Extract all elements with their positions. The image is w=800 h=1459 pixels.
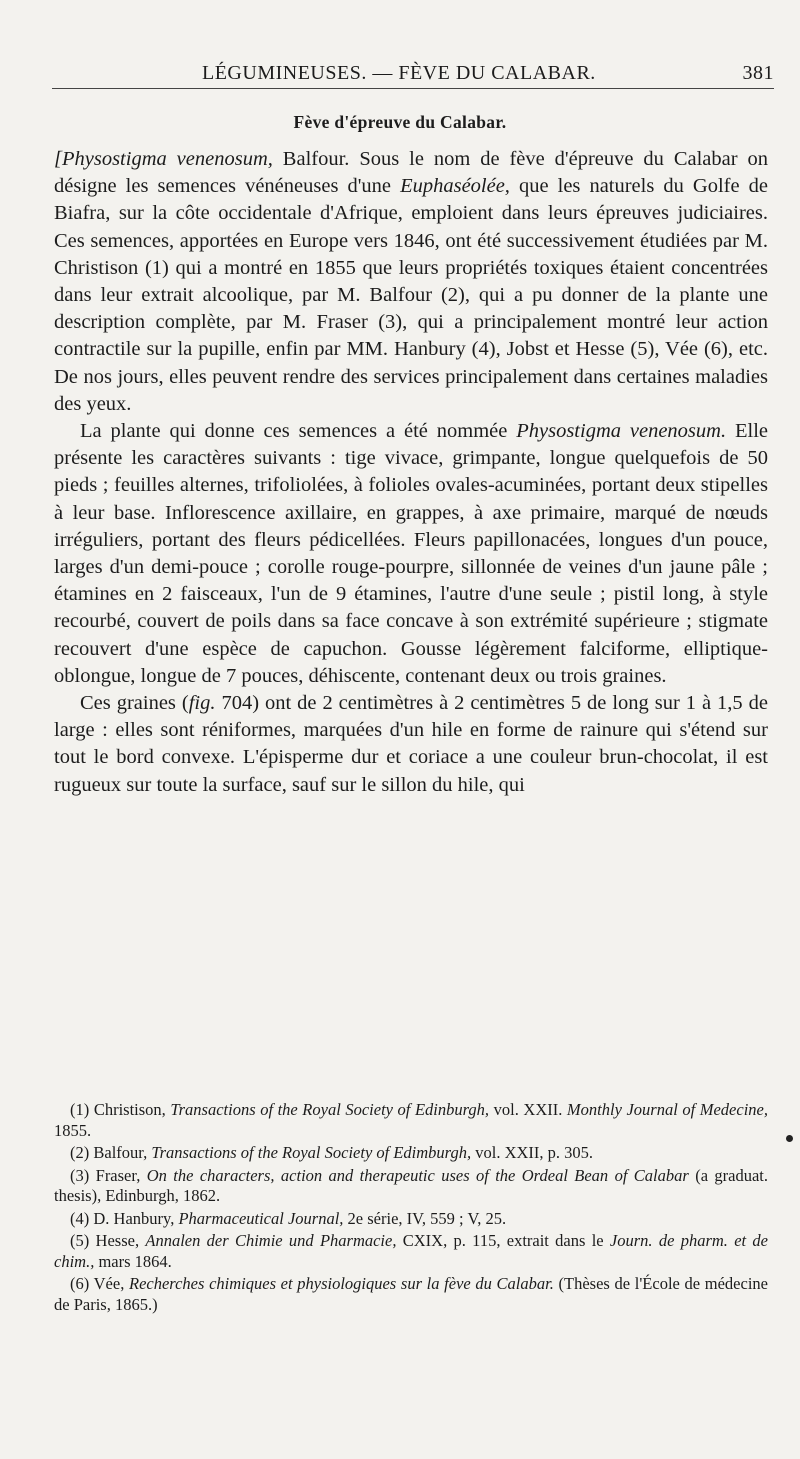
main-text — [54, 146, 768, 799]
paragraph — [54, 690, 768, 799]
footnote-text: (a graduat. thesis), Edinburgh, 1862. — [54, 1165, 769, 1205]
footnotes — [54, 1100, 768, 1317]
footnote-text: mars 1864. — [94, 1251, 172, 1271]
footnote — [54, 1274, 768, 1315]
paragraph-text: Elle présente les caractères suivants : tige vivace, grimpante, longue quelquefois de 50 pieds ; feuilles alternes, trifoliolées, à folioles ovales-acuminées, portant deux stipelles à leur base. Inflorescence axillaire, en grappes, à axe primaire, marqué de nœuds irréguliers, portant des fleurs pédicellées. Fleurs papillonacées, longues d'un pouce, larges d'un demi-pouce ; corolle rouge-pourpre, sillonnée de veines d'un jaune pâle ; étamines en 2 faisceaux, l'un de 9 étamines, l'autre d'une seule ; pistil long, à style recourbé, couvert de poils dans sa face concave à son extrémité supérieure ; stigmate recouvert d'une espèce de capuchon. Gousse légèrement falciforme, elliptique-oblongue, longue de 7 pouces, déhiscente, contenant deux ou trois graines. — [54, 420, 768, 687]
footnote-number: (1) — [70, 1100, 90, 1119]
footnote-text: 1855. — [54, 1120, 92, 1140]
paragraph-text: La plante qui donne ces semences a été nommée — [80, 420, 517, 443]
footnote-number: (4) — [70, 1208, 90, 1228]
footnote-number: (5) — [70, 1231, 90, 1250]
paragraph-text: Ces graines ( — [80, 692, 189, 715]
footnote-text: vol. XXII, p. 305. — [471, 1143, 594, 1162]
footnote-title: Pharmaceutical Journal, — [178, 1208, 344, 1228]
footnote — [54, 1231, 768, 1272]
footnote — [54, 1209, 768, 1230]
footnote-author: Balfour, — [93, 1143, 148, 1162]
paragraph — [54, 418, 768, 690]
section-title: Fève d'épreuve du Calabar. — [293, 112, 507, 132]
footnote-title: Transactions of the Royal Society of Edinburgh, — [170, 1100, 490, 1119]
italic-term: Physostigma venenosum. — [516, 420, 727, 443]
italic-term: Euphaséolée, — [400, 175, 510, 198]
page-number: 381 — [742, 62, 774, 84]
footnote — [54, 1143, 768, 1164]
footnote-author: D. Hanbury, — [93, 1208, 175, 1228]
italic-term: fig. — [188, 692, 216, 715]
footnote — [54, 1166, 768, 1207]
footnote-author: Hesse, — [95, 1231, 140, 1250]
footnote — [54, 1100, 768, 1141]
paragraph-text: 704) ont de 2 centimètres à 2 centimètres 5 de long sur 1 à 1,5 de large : elles sont réniformes, marquées d'un hile en forme de rainure qui s'étend sur tout le bord convexe. L'épisperme dur et coriace a une couleur brun-chocolat, il est rugueux sur toute la surface, sauf sur le sillon du hile, qui — [54, 692, 768, 796]
running-title: LÉGUMINEUSES. — FÈVE DU CALABAR. — [202, 62, 596, 84]
footnote-title: Transactions of the Royal Society of Edimburgh, — [151, 1143, 472, 1162]
footnote-author: Christison, — [93, 1100, 166, 1119]
paragraph-text: Balfour. Sous le nom de fève d'épreuve du Calabar on désigne les semences vénéneuses d'une — [54, 148, 768, 198]
footnote-text: CXIX, p. 115, extrait dans le — [396, 1231, 610, 1250]
italic-lead: [Physostigma venenosum, — [54, 148, 273, 170]
running-header — [52, 62, 774, 88]
footnote-author: Fraser, — [95, 1165, 141, 1185]
footnote-title: Annalen der Chimie und Pharmacie, — [145, 1231, 397, 1250]
footnote-title: Journ. de pharm. et de chim., — [54, 1231, 768, 1271]
footnote-text: vol. XXII. — [489, 1100, 567, 1119]
paragraph-text: que les naturels du Golfe de Biafra, sur la côte occidentale d'Afrique, emploient dans leurs épreuves judiciaires. Ces semences, apportées en Europe vers 1846, ont été successivement étudiées par M. Christison (1) qui a montré en 1855 que leurs propriétés toxiques étaient concentrées dans leur extrait alcoolique, par M. Balfour (2), qui a pu donner de la plante une description complète, par M. Fraser (3), qui a principalement montré leur action contractile sur la pupille, enfin par MM. Hanbury (4), Jobst et Hesse (5), Vée (6), etc. De nos jours, elles peuvent rendre des services principalement dans certaines maladies des yeux. — [54, 175, 768, 415]
footnote-title: Monthly Journal of Medecine, — [566, 1100, 768, 1119]
paragraph — [54, 146, 768, 418]
footnote-title: On the characters, action and therapeutic uses of the Ordeal Bean of Calabar — [146, 1165, 689, 1185]
footnote-title: Recherches chimiques et physiologiques sur la fève du Calabar. — [129, 1274, 554, 1293]
footnote-number: (3) — [70, 1165, 90, 1185]
footnote-author: Vée, — [93, 1274, 125, 1293]
footnote-number: (6) — [70, 1274, 90, 1293]
footnote-text: (Thèses de l'École de médecine de Paris, 1865.) — [54, 1274, 768, 1314]
margin-dot-mark — [786, 1135, 793, 1142]
footnote-number: (2) — [70, 1143, 90, 1162]
footnote-text: 2e série, IV, 559 ; V, 25. — [343, 1208, 507, 1228]
header-rule — [52, 88, 774, 89]
